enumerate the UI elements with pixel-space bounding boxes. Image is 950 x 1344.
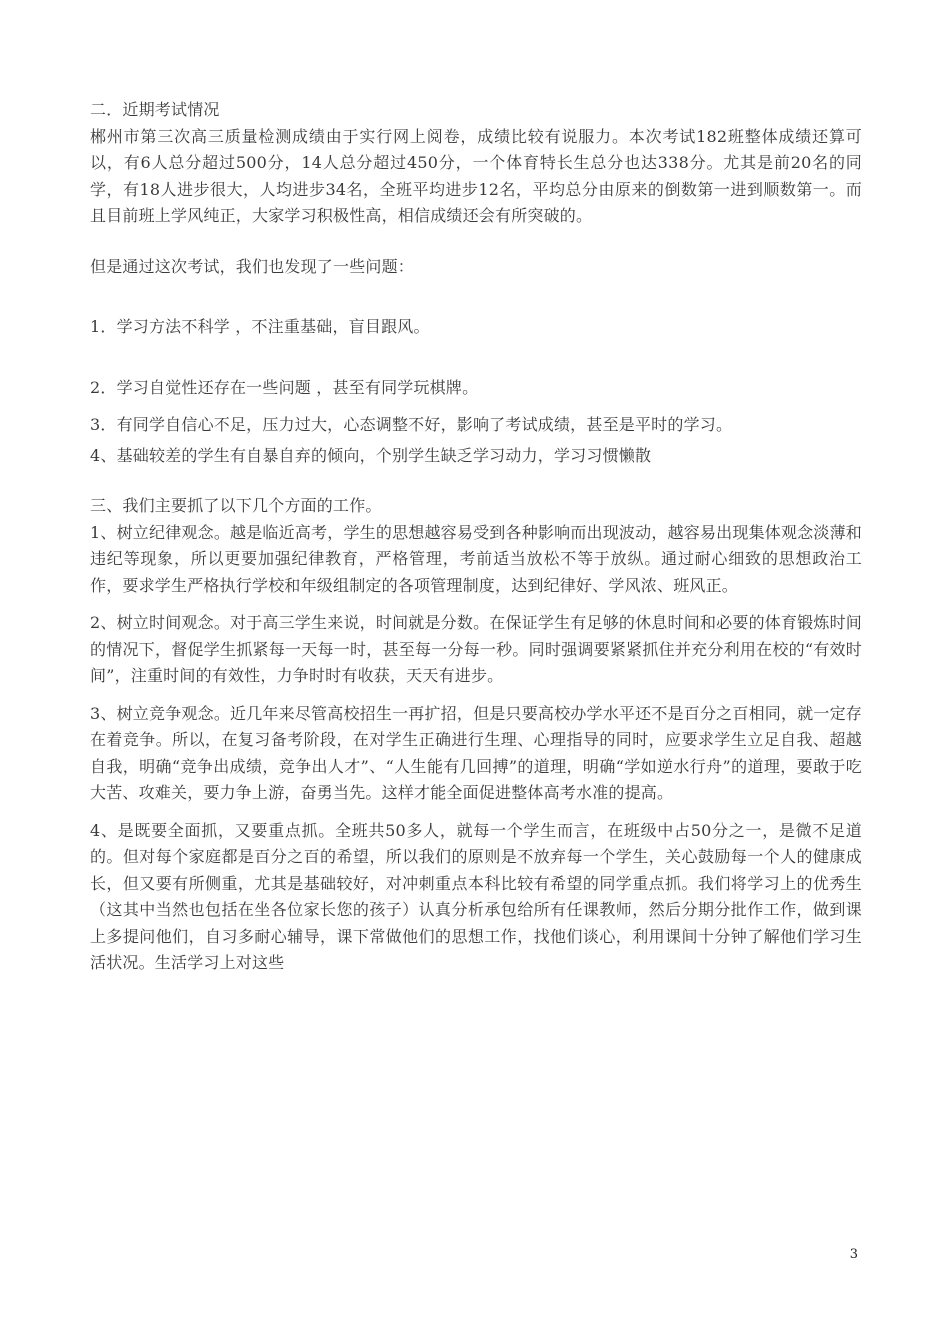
section-heading-work-focus: 三、我们主要抓了以下几个方面的工作。 [90,496,382,515]
section-heading-recent-exams: 二．近期考试情况 [90,100,220,119]
work-item-competition: 3、树立竞争观念。近几年来尽管高校招生一再扩招，但是只要高校办学水平还不是百分之百相同，就一定存在着竞争。所以，在复习备考阶段，在对学生正确进行生理、心理指导的同时，应要求学生立足自我、超越自我，明确“竞争出成绩，竞争出人才”、“人生能有几回搏”的道理，明确“学如逆水行舟”的道理，要敢于吃大苦、攻难关，要力争上游，奋勇当先。这样才能全面促进整体高考水准的提高。 [90,703,862,802]
problems-intro: 但是通过这次考试，我们也发现了一些问题： [90,256,415,276]
document-body [90,97,862,977]
problem-item-4: 4、基础较差的学生有自暴自弃的倾向，个别学生缺乏学习动力，学习习惯懒散 [90,445,652,465]
work-item-focus: 4、是既要全面抓，又要重点抓。全班共50多人，就每一个学生而言，在班级中占50分之一，是微不足道的。但对每个家庭都是百分之百的希望，所以我们的原则是不放弃每一个学生，关心鼓励每一个人的健康成长，但又要有所侧重，尤其是基础较好，对冲刺重点本科比较有希望的同学重点抓。我们将学习上的优秀生（这其中当然也包括在坐各位家长您的孩子）认真分析承包给所有任课教师，然后分期分批作工作，做到课上多提问他们，自习多耐心辅导，课下常做他们的思想工作，找他们谈心，利用课间十分钟了解他们学习生活状况。生活学习上对这些 [90,820,862,972]
problem-item-2: 2．学习自觉性还存在一些问题 ，甚至有同学玩棋牌。 [90,377,479,397]
work-item-time: 2、树立时间观念。对于高三学生来说，时间就是分数。在保证学生有足够的休息时间和必要的体育锻炼时间的情况下，督促学生抓紧每一天每一时，甚至每一分每一秒。同时强调要紧紧抓住并充分利用在校的“有效时间”，注重时间的有效性，力争时时有收获，天天有进步。 [90,613,862,685]
problem-item-3: 3．有同学自信心不足，压力过大，心态调整不好，影响了考试成绩，甚至是平时的学习。 [90,415,733,434]
problem-item-1: 1．学习方法不科学 ，不注重基础，盲目跟风。 [90,317,430,336]
exam-results-paragraph: 郴州市第三次高三质量检测成绩由于实行网上阅卷，成绩比较有说服力。本次考试182班整体成绩还算可以，有6人总分超过500分，14人总分超过450分，一个体育特长生总分也达338分。尤其是前20名的同学，有18人进步很大，人均进步34名，全班平均进步12名，平均总分由原来的倒数第一进到顺数第一。而且目前班上学风纯正，大家学习积极性高，相信成绩还会有所突破的。 [90,126,862,225]
work-item-discipline: 1、树立纪律观念。越是临近高考，学生的思想越容易受到各种影响而出现波动，越容易出现集体观念淡薄和违纪等现象，所以更要加强纪律教育，严格管理，考前适当放松不等于放纵。通过耐心细致的思想政治工作，要求学生严格执行学校和年级组制定的各项管理制度，达到纪律好、学风浓、班风正。 [90,522,862,595]
page-number: 3 [849,1247,858,1262]
